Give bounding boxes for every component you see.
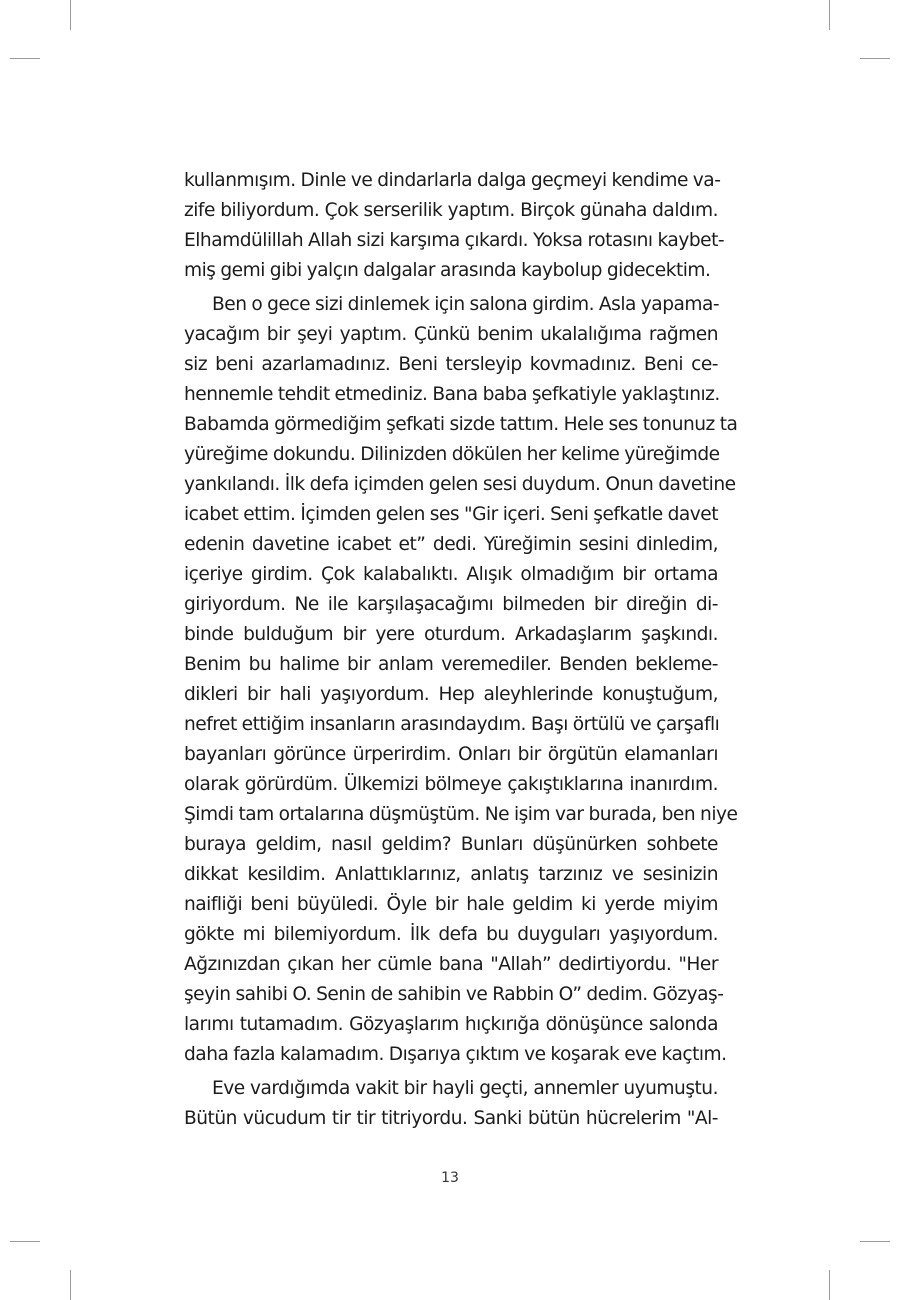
paragraph <box>184 290 738 1070</box>
crop-mark-top-right <box>829 0 830 30</box>
crop-mark-bottom-left <box>70 1270 71 1300</box>
text-line: dikleri bir hali yaşıyordum. Hep aleyhlerinde konuştuğum, <box>184 684 718 705</box>
text-line: Ben o gece sizi dinlemek için salona girdim. Asla yapama- <box>212 294 720 315</box>
text-line: daha fazla kalamadım. Dışarıya çıktım ve koşarak eve kaçtım. <box>184 1044 727 1065</box>
text-line: şeyin sahibi O. Senin de sahibin ve Rabbin O” dedim. Gözyaş- <box>184 984 724 1005</box>
text-line: yankılandı. İlk defa içimden gelen sesi duydum. Onun davetine <box>184 474 736 495</box>
text-line: Elhamdülillah Allah sizi karşıma çıkardı. Yoksa rotasını kaybet- <box>184 230 725 251</box>
text-line: Şimdi tam ortalarına düşmüştüm. Ne işim var burada, ben niye <box>184 804 738 825</box>
text-line: naifliği beni büyüledi. Öyle bir hale geldim ki yerde miyim <box>184 894 718 915</box>
crop-mark-right-top <box>860 58 890 59</box>
text-line: olarak görürdüm. Ülkemizi bölmeye çakıştıklarına inanırdım. <box>184 774 718 795</box>
text-line: nefret ettiğim insanların arasındaydım. Başı örtülü ve çarşaflı <box>184 714 720 735</box>
paragraph <box>184 1074 718 1134</box>
text-line: Babamda görmediğim şefkati sizde tattım. Hele ses tonunuz ta <box>184 414 738 435</box>
text-line: Bütün vücudum tir tir titriyordu. Sanki bütün hücrelerim "Al- <box>184 1108 718 1129</box>
text-line: kullanmışım. Dinle ve dindarlarla dalga geçmeyi kendime va- <box>184 170 721 191</box>
text-line: siz beni azarlamadınız. Beni tersleyip kovmadınız. Beni ce- <box>184 354 718 375</box>
text-line: Benim bu halime bir anlam veremediler. Benden bekleme- <box>184 654 718 675</box>
text-line: içeriye girdim. Çok kalabalıktı. Alışık olmadığım bir ortama <box>184 564 718 585</box>
page-number: 13 <box>441 1170 459 1186</box>
text-line: bayanları görünce ürperirdim. Onları bir örgütün elamanları <box>184 744 718 765</box>
text-line: edenin davetine icabet et” dedi. Yüreğimin sesini dinledim, <box>184 534 718 555</box>
text-line: gökte mi bilemiyordum. İlk defa bu duyguları yaşıyordum. <box>184 924 718 945</box>
text-line: larımı tutamadım. Gözyaşlarım hıçkırığa dönüşünce salonda <box>184 1014 718 1035</box>
body-text <box>184 166 738 1134</box>
crop-mark-right-bottom <box>860 1241 890 1242</box>
text-line: giriyordum. Ne ile karşılaşacağımı bilmeden bir direğin di- <box>184 594 718 615</box>
text-line: Eve vardığımda vakit bir hayli geçti, annemler uyumuştu. <box>212 1078 718 1099</box>
text-line: miş gemi gibi yalçın dalgalar arasında kaybolup gidecektim. <box>184 260 711 281</box>
paragraph <box>184 166 725 286</box>
crop-mark-top-left <box>70 0 71 30</box>
text-line: icabet ettim. İçimden gelen ses "Gir içeri. Seni şefkatle davet <box>184 504 719 525</box>
text-line: hennemle tehdit etmediniz. Bana baba şefkatiyle yaklaştınız. <box>184 384 720 405</box>
text-line: dikkat kesildim. Anlattıklarınız, anlatış tarzınız ve sesinizin <box>184 864 718 885</box>
crop-mark-left-bottom <box>10 1241 40 1242</box>
crop-mark-bottom-right <box>829 1270 830 1300</box>
text-line: zife biliyordum. Çok serserilik yaptım. Birçok günaha daldım. <box>184 200 718 221</box>
text-line: yacağım bir şeyi yaptım. Çünkü benim ukalalığıma rağmen <box>184 324 718 345</box>
text-line: buraya geldim, nasıl geldim? Bunları düşünürken sohbete <box>184 834 718 855</box>
crop-mark-left-top <box>10 58 40 59</box>
text-line: binde bulduğum bir yere oturdum. Arkadaşlarım şaşkındı. <box>184 624 718 645</box>
text-line: yüreğime dokundu. Dilinizden dökülen her kelime yüreğimde <box>184 444 720 465</box>
text-line: Ağzınızdan çıkan her cümle bana "Allah” dedirtiyordu. "Her <box>184 954 718 975</box>
